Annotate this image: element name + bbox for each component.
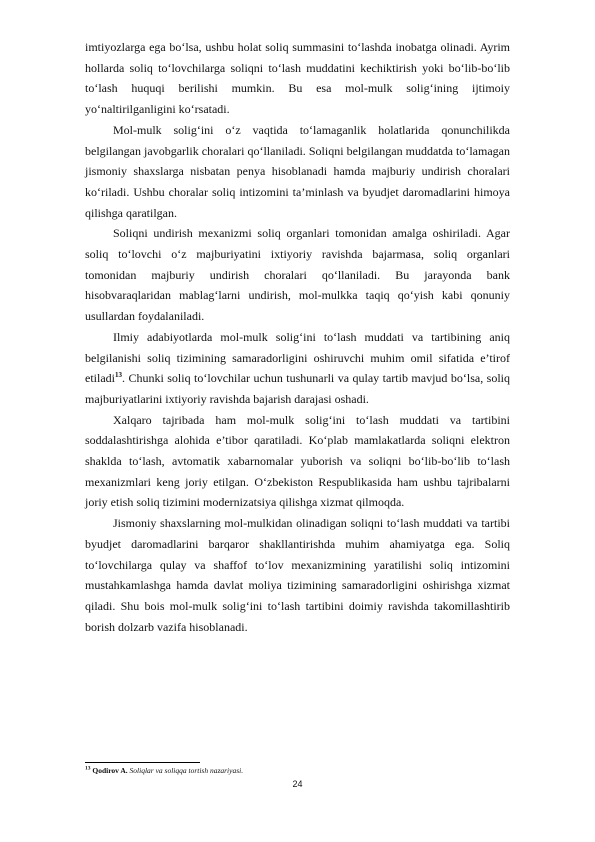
paragraph-3: Soliqni undirish mexanizmi soliq organlari tomonidan amalga oshiriladi. Agar soliq to‘lovchi o‘z majburiyatini ixtiyoriy ravishda bajarmasa, soliq organlari tomonidan majburiy undirish choralari qo‘llaniladi. Bu jarayonda bank hisobvaraqlaridan mablag‘larni undirish, mol-mulkka taqiq qo‘yish kabi qonuniy usullardan foydalaniladi. [85, 226, 510, 324]
footnote-author: Qodirov A. [92, 766, 128, 775]
footnote [85, 766, 510, 776]
page-number: 24 [292, 779, 303, 789]
footnote-divider [85, 762, 200, 763]
paragraph-1: imtiyozlarga ega bo‘lsa, ushbu holat soliq summasini to‘lashda inobatga olinadi. Ayrim hollarda soliq to‘lovchilarga soliqni to‘lash muddatini kechiktirish yoki bo‘lib-bo‘lib to‘lash huquqi berilishi mumkin. Bu esa mol-mulk solig‘ining ijtimoiy yo‘naltirilganligini ko‘rsatadi. [85, 40, 510, 117]
paragraph-4-text-before: Ilmiy adabiyotlarda mol-mulk solig‘ini to‘lash muddati va tartibining aniq belgilanishi soliq tizimining samaradorligini oshiruvchi muhim omil sifatida e’tirof etiladi [85, 329, 510, 386]
footnote-reference[interactable]: 13 [115, 371, 122, 380]
paragraph-6: Jismoniy shaxslarning mol-mulkidan olinadigan soliqni to‘lash muddati va tartibi byudjet daromadlarini barqaror shakllantirishda muhim ahamiyatga ega. Soliq to‘lovchilarga qulay va shaffof to‘lov mexanizmining yaratilishi soliq intizomini mustahkamlashga hamda davlat moliya tizimining samaradorligini oshirishga xizmat qiladi. Shu bois mol-mulk solig‘ini to‘lash tartibini doimiy ravishda takomillashtirib borish dolzarb vazifa hisoblanadi. [85, 516, 510, 634]
paragraph-5: Xalqaro tajribada ham mol-mulk solig‘ini to‘lash muddati va tartibini soddalashtirishga alohida e’tibor qaratiladi. Ko‘plab mamlakatlarda soliqni elektron shaklda to‘lash, avtomatik xabarnomalar yuborish va soliqni bo‘lib-bo‘lib to‘lash mexanizmlari keng joriy etilgan. O‘zbekiston Respublikasida ham ushbu tajribalarni joriy etish soliq tizimini modernizatsiya qilishga xizmat qilmoqda. [85, 412, 510, 510]
paragraph-4 [85, 327, 510, 410]
body-text [85, 37, 510, 637]
paragraph-2: Mol-mulk solig‘ini o‘z vaqtida to‘lamaganlik holatlarida qonunchilikda belgilangan javobgarlik choralari qo‘llaniladi. Soliqni belgilangan muddatda to‘lamagan jismoniy shaxslarga nisbatan penya hisoblanadi hamda majburiy undirish choralari ko‘riladi. Ushbu choralar soliq intizomini ta’minlash va byudjet daromadlarini himoya qilishga qaratilgan. [85, 122, 510, 220]
footnote-number: 13 [85, 765, 91, 772]
footnote-title: Soliqlar va soliqqa tortish nazariyasi. [129, 766, 244, 775]
paragraph-4-text-after: . Chunki soliq to‘lovchilar uchun tushunarli va qulay tartib mavjud bo‘lsa, soliq majburiyatlarini ixtiyoriy ravishda bajarish darajasi oshadi. [85, 371, 510, 406]
